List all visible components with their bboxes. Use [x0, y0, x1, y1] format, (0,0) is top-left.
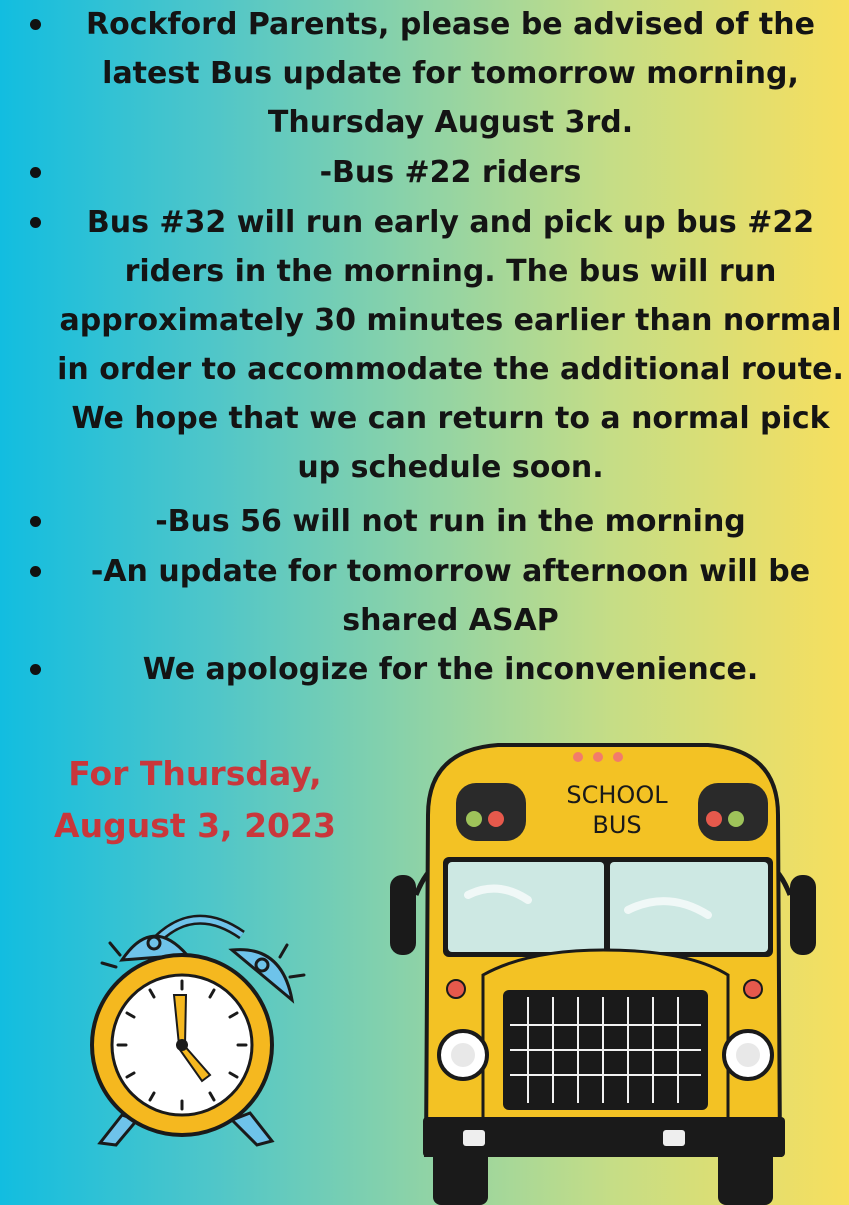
bullet-icon: [30, 664, 41, 675]
bus-sign-line2: BUS: [592, 811, 642, 839]
date-heading: [30, 748, 360, 852]
bullet-icon: [30, 217, 41, 228]
date-heading-line2: August 3, 2023: [54, 806, 336, 845]
announcement-intro: Rockford Parents, please be advised of the latest Bus update for tomorrow morning, Thursday August 3rd.: [86, 7, 815, 140]
bus-32-details: Bus #32 will run early and pick up bus #22 riders in the morning. The bus will run approximately 30 minutes earlier than normal in order to accommodate the additional route. We hope that we can return to a normal pick up schedule soon.: [57, 205, 844, 485]
apology-line: We apologize for the inconvenience.: [142, 652, 759, 687]
bus-56-notice: -Bus 56 will not run in the morning: [155, 504, 746, 539]
bullet-icon: [30, 167, 41, 178]
afternoon-update-notice: -An update for tomorrow afternoon will be shared ASAP: [90, 554, 811, 638]
bus-sign-line1: SCHOOL: [566, 781, 668, 809]
date-heading-line1: For Thursday,: [68, 754, 322, 793]
bus-22-heading: -Bus #22 riders: [319, 155, 582, 190]
alarm-clock-icon: [82, 905, 322, 1165]
school-bus-icon: [388, 735, 828, 1205]
bullet-icon: [30, 516, 41, 527]
bullet-icon: [30, 566, 41, 577]
bullet-icon: [30, 19, 41, 30]
